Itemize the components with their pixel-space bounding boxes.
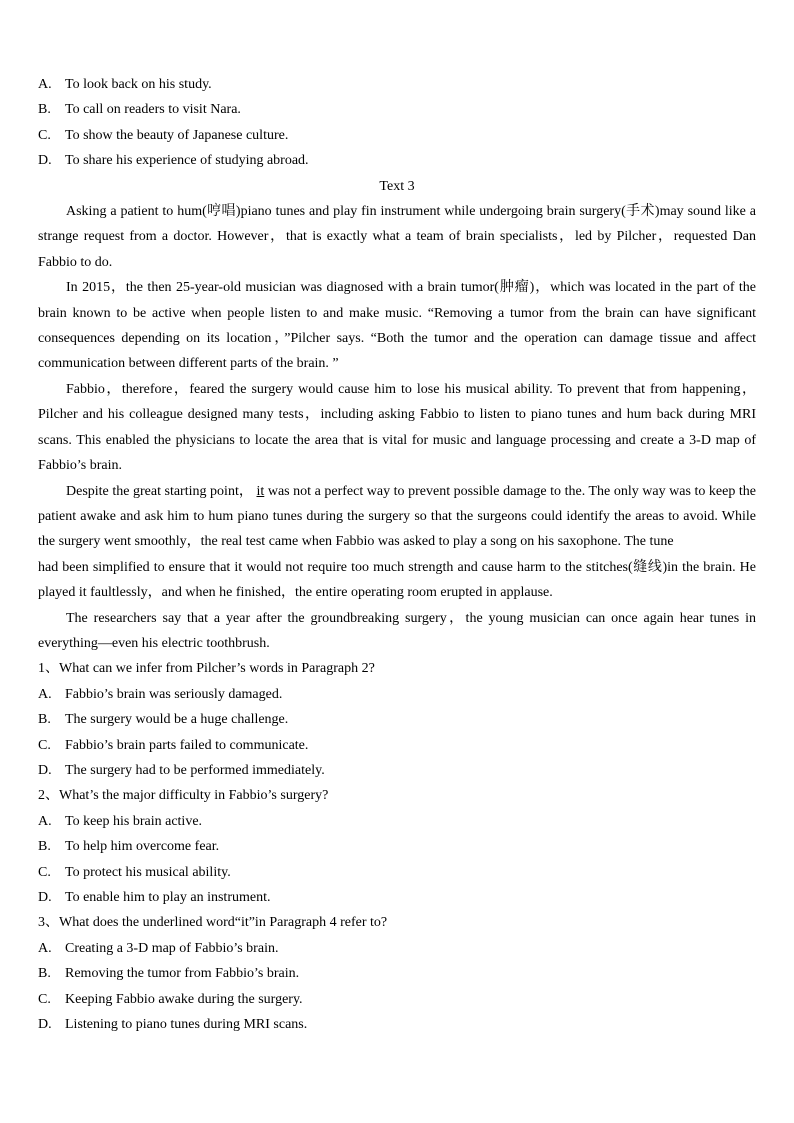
- question-1-option-c: [38, 733, 756, 758]
- option-text: To share his experience of studying abroad.: [65, 153, 309, 169]
- paragraph-1: Asking a patient to hum(哼唱)piano tunes and play fin instrument while undergoing brain surgery(手术)may sound like a strange request from a doctor. However，that is exactly what a team of brain specialists，led by Pilcher，requested Dan Fabbio to do.: [38, 204, 756, 270]
- option-text: Keeping Fabbio awake during the surgery.: [65, 991, 303, 1007]
- paragraph-4: [38, 479, 756, 555]
- question-text: What can we infer from Pilcher’s words in Paragraph 2?: [59, 661, 375, 677]
- question-3-option-c: [38, 987, 756, 1012]
- question-1-option-b: [38, 707, 756, 732]
- option-label: B.: [38, 839, 51, 855]
- option-label: C.: [38, 127, 51, 143]
- option-text: Creating a 3-D map of Fabbio’s brain.: [65, 940, 279, 956]
- pre-option-a: [38, 72, 756, 97]
- option-text: To enable him to play an instrument.: [65, 890, 271, 905]
- option-text: To look back on his study.: [65, 77, 212, 92]
- paragraph-4-continuation: had been simplified to ensure that it would not require too much strength and cause harm to the stitches(缝线)in the brain. He played it faultlessly，and when he finished，the entire operating room erupted in applause.: [38, 559, 756, 601]
- paragraph-4-before-underline: Despite the great starting point，: [66, 483, 257, 499]
- underlined-word-it: it: [256, 483, 265, 499]
- option-label: B.: [38, 102, 51, 118]
- question-2-stem: [38, 783, 756, 808]
- question-number: 2、: [38, 788, 59, 804]
- option-text: To help him overcome fear.: [65, 839, 220, 855]
- option-label: A.: [38, 813, 52, 829]
- option-text: Fabbio’s brain was seriously damaged.: [65, 686, 283, 702]
- question-2-option-d: [38, 885, 756, 910]
- option-text: The surgery had to be performed immediately.: [65, 762, 325, 778]
- option-text: The surgery would be a huge challenge.: [65, 712, 289, 728]
- option-text: To call on readers to visit Nara.: [65, 102, 241, 118]
- option-text: To keep his brain active.: [65, 813, 203, 829]
- paragraph-4-after-underline: was not a perfect way to prevent possible damage to the. The only way was to keep the patient awake and ask him to hum piano tunes during the surgery so that the surgeons could identify the areas to avoid. While the surgery went smoothly，the real test came when Fabbio was asked to play a song on his saxophone. The tune: [38, 483, 756, 550]
- option-label: C.: [38, 737, 51, 753]
- option-label: B.: [38, 966, 51, 982]
- question-3-option-a: [38, 936, 756, 961]
- question-text: What does the underlined word“it”in Paragraph 4 refer to?: [59, 915, 388, 931]
- question-3-option-b: [38, 961, 756, 986]
- question-2-option-a: [38, 809, 756, 834]
- question-1-option-a: [38, 682, 756, 707]
- paragraph-5: The researchers say that a year after the groundbreaking surgery，the young musician can once again hear tunes in everything—even his electric toothbrush.: [38, 610, 756, 651]
- pre-option-d: [38, 148, 756, 173]
- option-label: B.: [38, 712, 51, 728]
- option-text: Listening to piano tunes during MRI scans.: [65, 1017, 308, 1033]
- option-label: A.: [38, 940, 52, 956]
- option-label: D.: [38, 762, 52, 778]
- question-3-stem: [38, 910, 756, 935]
- paragraph-3: Fabbio，therefore，feared the surgery would cause him to lose his musical ability. To prevent that from happening，Pilcher and his colleague designed many tests，including asking Fabbio to listen to piano tunes and hum back during MRI scans. This enabled the physicians to locate the area that is vital for music and language processing and create a 3-D map of Fabbio’s brain.: [38, 381, 756, 474]
- option-text: To protect his musical ability.: [65, 864, 231, 880]
- option-label: A.: [38, 686, 52, 702]
- section-title: Text 3: [379, 178, 415, 194]
- question-2-option-c: [38, 860, 756, 885]
- pre-option-c: [38, 123, 756, 148]
- option-label: D.: [38, 153, 52, 169]
- option-text: Removing the tumor from Fabbio’s brain.: [65, 966, 300, 982]
- pre-option-b: [38, 97, 756, 122]
- option-label: A.: [38, 77, 52, 92]
- option-label: C.: [38, 991, 51, 1007]
- paragraph-2: In 2015，the then 25-year-old musician was diagnosed with a brain tumor(肿瘤)，which was located in the part of the brain known to be active when people listen to and make music. “Removing a tumor from the brain can have significant consequences depending on its location，”Pilcher says. “Both the tumor and the operation can damage tissue and affect communication between different parts of the brain. ”: [38, 280, 756, 372]
- question-1-option-d: [38, 758, 756, 783]
- question-2-option-b: [38, 834, 756, 859]
- question-number: 3、: [38, 915, 59, 931]
- option-text: Fabbio’s brain parts failed to communicate.: [65, 737, 309, 753]
- option-label: C.: [38, 864, 51, 880]
- option-label: D.: [38, 1017, 52, 1033]
- question-text: What’s the major difficulty in Fabbio’s surgery?: [59, 788, 329, 804]
- question-number: 1、: [38, 661, 59, 677]
- option-label: D.: [38, 890, 52, 905]
- question-1-stem: [38, 656, 756, 681]
- question-3-option-d: [38, 1012, 756, 1037]
- option-text: To show the beauty of Japanese culture.: [65, 127, 289, 143]
